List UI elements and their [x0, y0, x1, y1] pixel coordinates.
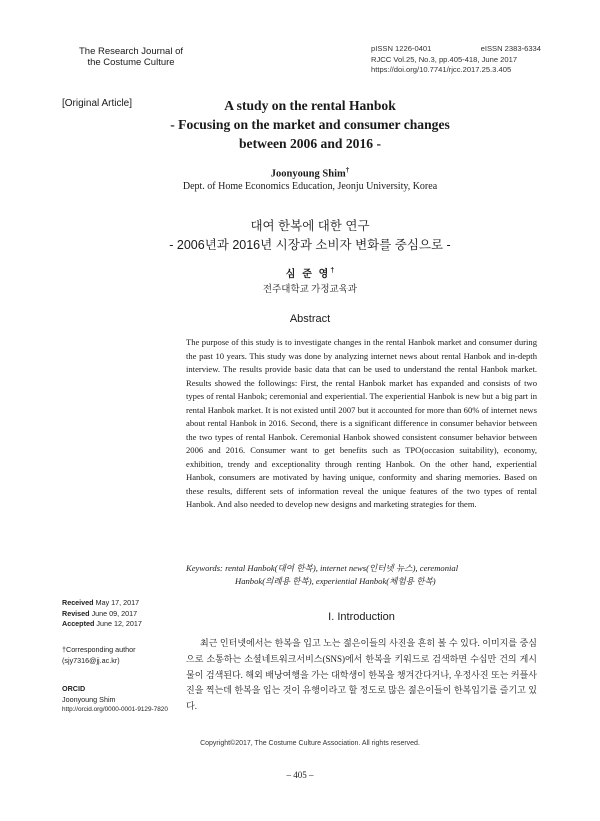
page-number: – 405 – [286, 770, 314, 780]
author-affiliation: Dept. of Home Economics Education, Jeonju University, Korea [182, 181, 438, 192]
keywords-line1: Keywords: rental Hanbok(대여 한복), internet news(인터넷 뉴스), ceremonial [186, 563, 459, 573]
journal-name-line1: The Research Journal of [78, 46, 184, 57]
orcid-block [62, 684, 168, 716]
accepted-date: June 12, 2017 [96, 619, 142, 628]
introduction-body: 최근 인터넷에서는 한복을 입고 노는 젊은이들의 사진을 흔히 볼 수 있다. 이미지를 중심으로 소통하는 소셜네트워크서비스(SNS)에서 한복을 키워드로 검색하면 수십만 건의 게시물이 검색된다. 해외 배낭여행을 가는 대학생이 한복을 챙겨간다거나, 우정사진 또는 커플사진을 찍는데 한복을 입는 것이 유행이라고 할 정도로 많은 젊은이들이 한복입기를 즐기고 있다. [186, 638, 537, 712]
article-type: [Original Article] [62, 98, 133, 109]
korean-title-line2: - 2006년과 2016년 시장과 소비자 변화를 중심으로 - [169, 238, 451, 252]
korean-title-line1: 대여 한복에 대한 연구 [250, 219, 370, 233]
korean-author [120, 265, 500, 280]
corresponding-label: †Corresponding author [62, 645, 136, 654]
keywords [186, 562, 537, 588]
volume-info: RJCC Vol.25, No.3, pp.405-418, June 2017 [371, 54, 518, 64]
eissn: eISSN 2383-6334 [480, 44, 541, 53]
pissn: pISSN 1226-0401 [371, 44, 432, 53]
title-line1: A study on the rental Hanbok [224, 98, 396, 113]
received-date: May 17, 2017 [95, 598, 140, 607]
doi-link[interactable]: https://doi.org/10.7741/rjcc.2017.25.3.405 [371, 65, 512, 74]
orcid-label: ORCID [62, 684, 86, 693]
title-line3: between 2006 and 2016 - [239, 136, 381, 151]
introduction-heading: I. Introduction [328, 611, 395, 623]
copyright-notice: Copyright©2017, The Costume Culture Association. All rights reserved. [200, 740, 420, 747]
abstract-heading: Abstract [289, 313, 331, 325]
korean-title [120, 217, 500, 255]
orcid-name: Joonyoung Shim [62, 694, 116, 704]
revised-date: June 09, 2017 [91, 608, 138, 618]
corresponding-author [62, 645, 136, 666]
corresponding-email[interactable]: (sjy7316@jj.ac.kr) [62, 655, 120, 665]
received-label: Received [62, 598, 94, 607]
author-name [120, 166, 500, 180]
journal-meta [371, 44, 541, 76]
revised-label: Revised [62, 608, 90, 618]
article-title [120, 96, 500, 153]
title-line2: - Focusing on the market and consumer changes [170, 117, 450, 132]
keywords-line2: Hanbok(의례용 한복), experiential Hanbok(체험용 한복) [235, 576, 436, 586]
received-dates [62, 598, 142, 630]
corresponding-mark: † [345, 166, 350, 174]
orcid-url[interactable]: http://orcid.org/0000-0001-9129-7820 [62, 706, 168, 713]
korean-corresponding-mark: † [330, 267, 335, 275]
korean-author-text: 심 준 영 [285, 269, 331, 280]
abstract-body: The purpose of this study is to investigate changes in the rental Hanbok market and consumer during the past 10 years. This study was done by analyzing internet news about rental Hanbok and in-depth interview. The results provide basic data that can be used to understand the rental Hanbok market. Results showed the followings: First, the rental Hanbok market has expanded and consists of two types of rental Hanbok; ceremonial and experiential. The experiential Hanbok is new but a big part in rental Hanbok market. It is not existed until 2007 but it accounted for more than 60% of internet news about rental Hanbok in 2016. Second, there is a significant difference in consumer behavior between the two types of rental Hanbok. Ceremonial Hanbok showed consistent consumer behavior between 2006 and 2016. Consumer want to get benefits such as TPO(occasion suitability), economy, exhibition, trendy and exceptionality through renting Hanbok. On the other hand, experiential Hanbok, consumers are motivated by having unique, conformity and sharing memories. Based on these results, different sets of information reveal the unique features of the two types of rental Hanbok. And also needed to develop new designs and marketing strategies for them. [186, 337, 537, 509]
accepted-label: Accepted [62, 619, 95, 628]
author-name-text: Joonyoung Shim [270, 168, 346, 180]
journal-name-line2: the Costume Culture [87, 57, 175, 68]
journal-name [66, 46, 196, 68]
korean-affiliation: 전주대학교 가정교육과 [262, 285, 358, 295]
